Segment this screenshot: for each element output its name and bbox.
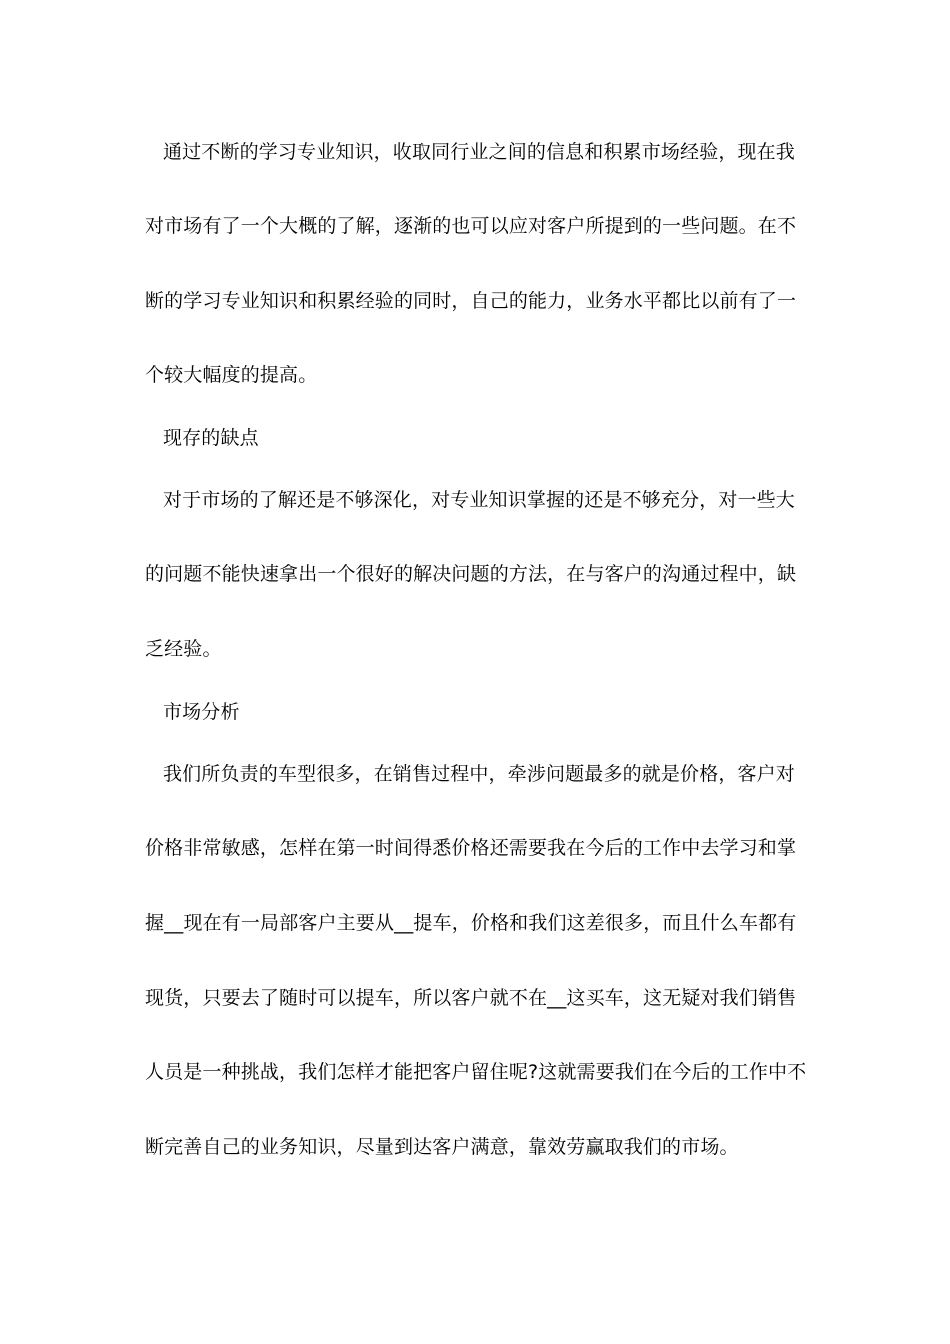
paragraph-line: 断完善自己的业务知识，尽量到达客户满意，靠效劳赢取我们的市场。 [145,1136,739,1158]
paragraph-line: 对于市场的了解还是不够深化，对专业知识掌握的还是不够充分，对一些大 [163,489,795,511]
paragraph-line: 个较大幅度的提高。 [145,364,318,386]
paragraph-line: 价格非常敏感，怎样在第一时间得悉价格还需要我在今后的工作中去学习和掌 [145,837,797,859]
paragraph-line: 的问题不能快速拿出一个很好的解决问题的方法，在与客户的沟通过程中，缺 [145,563,797,585]
paragraph-line: 乏经验。 [145,638,222,660]
section-heading-shortcomings: 现存的缺点 [163,427,259,449]
paragraph-line: 现货，只要去了随时可以提车，所以客户就不在__这买车，这无疑对我们销售 [145,987,797,1009]
paragraph-line: 通过不断的学习专业知识，收取同行业之间的信息和积累市场经验，现在我 [163,141,795,163]
section-heading-market-analysis: 市场分析 [163,701,240,723]
paragraph-line: 断的学习专业知识和积累经验的同时，自己的能力，业务水平都比以前有了一 [145,290,797,312]
paragraph-line: 握__现在有一局部客户主要从__提车，价格和我们这差很多，而且什么车都有 [145,912,797,934]
paragraph-line: 人员是一种挑战，我们怎样才能把客户留住呢?这就需要我们在今后的工作中不 [145,1061,807,1083]
paragraph-line: 我们所负责的车型很多，在销售过程中，牵涉问题最多的就是价格，客户对 [163,763,795,785]
paragraph-line: 对市场有了一个大概的了解，逐渐的也可以应对客户所提到的一些问题。在不 [145,215,797,237]
